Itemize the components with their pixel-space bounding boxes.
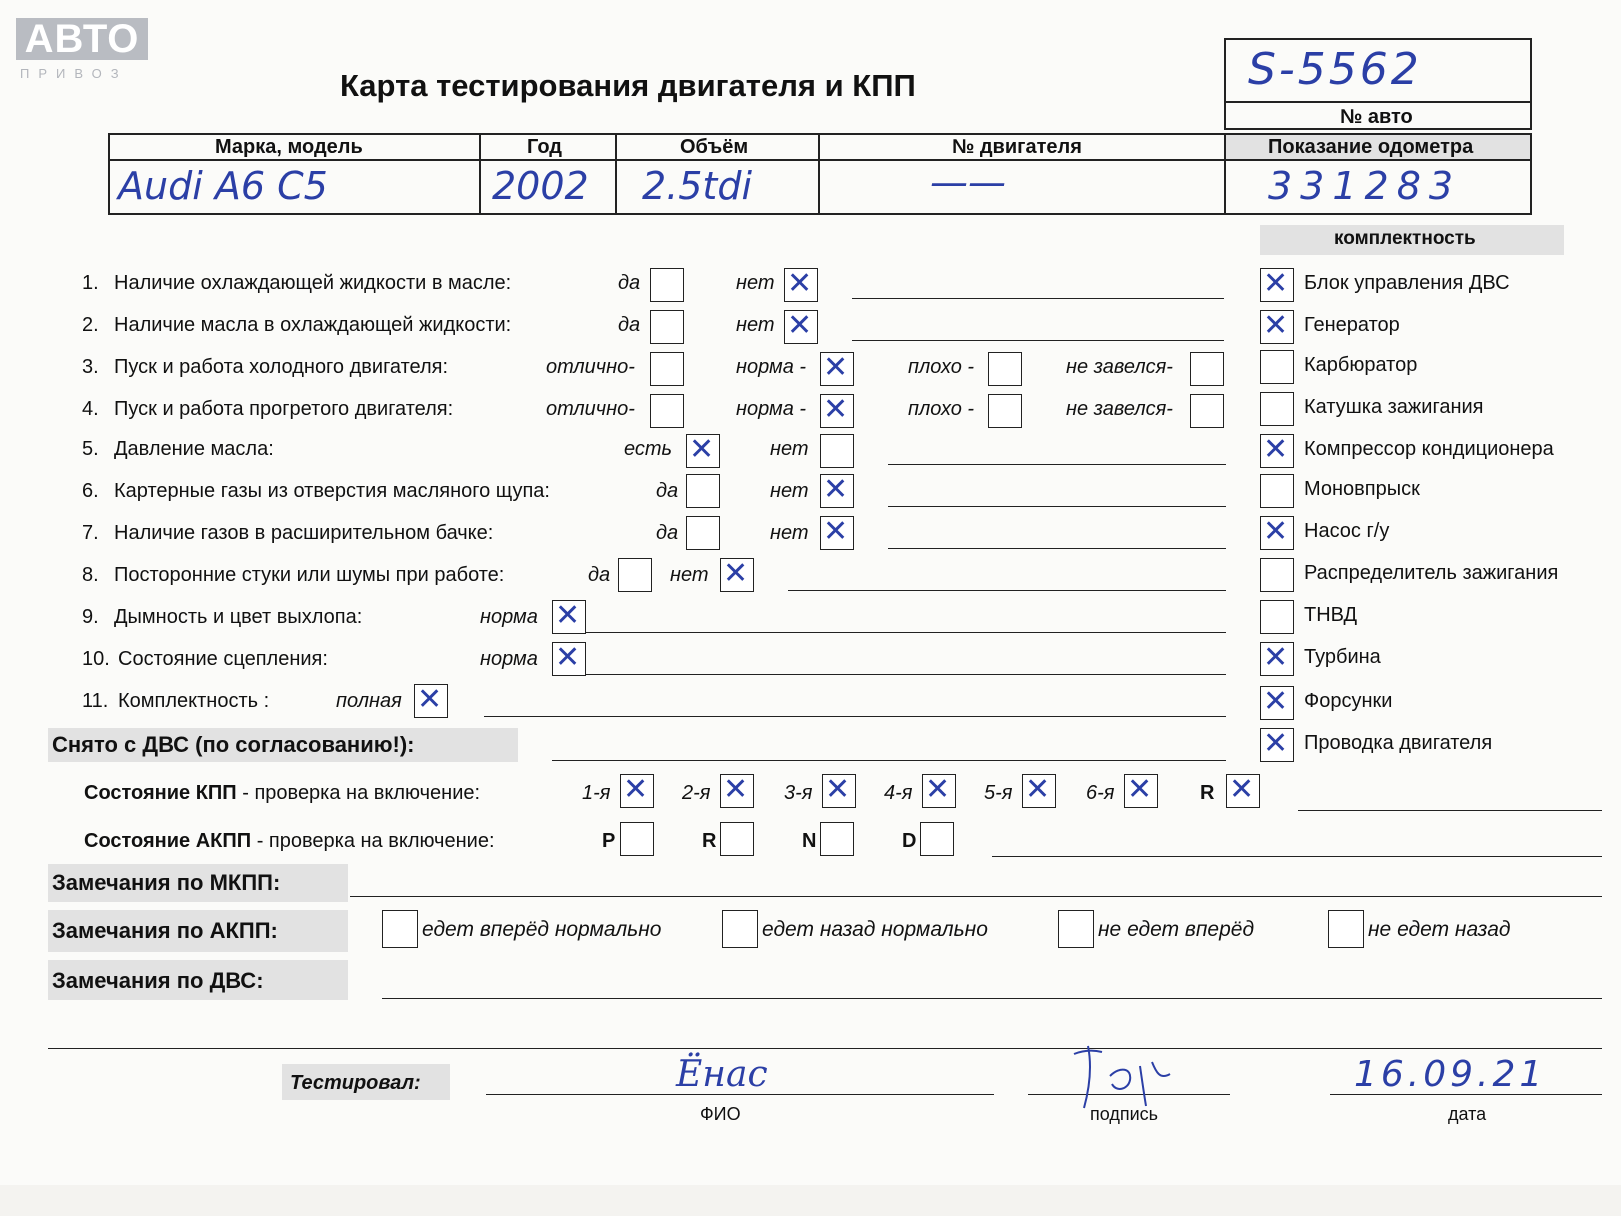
q7-no-checkbox[interactable] bbox=[820, 516, 854, 550]
page-title: Карта тестирования двигателя и КПП bbox=[340, 68, 916, 103]
dvs-remarks-label: Замечания по ДВС: bbox=[52, 968, 264, 993]
completeness-checkbox[interactable] bbox=[1260, 268, 1294, 302]
q8-no-checkbox[interactable] bbox=[720, 558, 754, 592]
q9-norm-checkbox[interactable] bbox=[552, 600, 586, 634]
question-text: Пуск и работа холодного двигателя: bbox=[114, 356, 449, 378]
odometer-label: Показание одометра bbox=[1268, 136, 1474, 158]
engine-label: № двигателя bbox=[952, 136, 1082, 158]
check-mark-icon: ✕ bbox=[1263, 432, 1289, 467]
kpp-gear-checkbox[interactable] bbox=[922, 774, 956, 808]
akpp-label-bold: Состояние АКПП bbox=[84, 830, 252, 852]
completeness-item-label: Блок управления ДВС bbox=[1304, 272, 1510, 294]
akpp-label bbox=[84, 830, 495, 853]
completeness-checkbox[interactable] bbox=[1260, 728, 1294, 762]
completeness-item-label: Генератор bbox=[1304, 314, 1400, 336]
check-mark-icon: ✕ bbox=[417, 682, 443, 717]
question-number: 5. bbox=[82, 438, 99, 460]
question-number: 6. bbox=[82, 480, 99, 502]
question-number: 1. bbox=[82, 272, 99, 294]
q1-no-checkbox[interactable] bbox=[784, 268, 818, 302]
q2-note-line[interactable] bbox=[852, 340, 1224, 341]
question-text: Наличие охлаждающей жидкости в масле: bbox=[114, 272, 512, 294]
q10-norm-checkbox[interactable] bbox=[552, 642, 586, 676]
q4-bad-checkbox[interactable] bbox=[988, 394, 1022, 428]
logo-text: АВТО bbox=[24, 17, 140, 61]
q1-no-label: нет bbox=[736, 272, 775, 294]
q4-not-started-label: не завелся- bbox=[1066, 398, 1173, 420]
brand-label: Марка, модель bbox=[215, 136, 363, 158]
kpp-gear-label: 1-я bbox=[582, 782, 611, 804]
q5-present-label: есть bbox=[624, 438, 673, 460]
q2-no-label: нет bbox=[736, 314, 775, 336]
check-mark-icon: ✕ bbox=[1263, 684, 1289, 719]
akpp-no-backward-checkbox[interactable] bbox=[1328, 910, 1364, 948]
q7-note-line[interactable] bbox=[888, 548, 1226, 549]
check-mark-icon: ✕ bbox=[1263, 640, 1289, 675]
akpp-remarks-label: Замечания по АКПП: bbox=[52, 918, 278, 943]
q11-full-label: полная bbox=[336, 690, 402, 712]
q4-normal-checkbox[interactable] bbox=[820, 394, 854, 428]
question-text: Состояние сцепления: bbox=[118, 648, 328, 670]
divider bbox=[818, 133, 820, 215]
akpp-mode-checkbox[interactable] bbox=[620, 822, 654, 856]
check-mark-icon: ✕ bbox=[555, 640, 581, 675]
date-label: дата bbox=[1448, 1104, 1487, 1124]
question-number: 7. bbox=[82, 522, 99, 544]
check-mark-icon: ✕ bbox=[1025, 772, 1051, 807]
check-mark-icon: ✕ bbox=[823, 350, 849, 385]
q2-yes-label: да bbox=[618, 314, 641, 336]
kpp-gear-label: 2-я bbox=[682, 782, 711, 804]
dvs-remarks-line-2[interactable] bbox=[48, 1048, 1602, 1049]
akpp-mode-checkbox[interactable] bbox=[920, 822, 954, 856]
divider bbox=[1224, 101, 1532, 103]
logo-subtitle: ПРИВОЗ bbox=[20, 66, 128, 81]
check-mark-icon: ✕ bbox=[723, 772, 749, 807]
q8-yes-label: да bbox=[588, 564, 611, 586]
kpp-gear-checkbox[interactable] bbox=[822, 774, 856, 808]
q5-note-line[interactable] bbox=[888, 464, 1226, 465]
akpp-no-backward-label: не едет назад bbox=[1368, 918, 1511, 941]
q9-norm-label: норма bbox=[480, 606, 538, 628]
question-number: 4. bbox=[82, 398, 99, 420]
question-text: Дымность и цвет выхлопа: bbox=[114, 606, 363, 628]
logo bbox=[16, 18, 148, 60]
year-value: 2002 bbox=[492, 164, 589, 208]
question-text: Картерные газы из отверстия масляного щупа: bbox=[114, 480, 550, 502]
akpp-mode-label: P bbox=[602, 830, 616, 852]
q11-full-checkbox[interactable] bbox=[414, 684, 448, 718]
divider bbox=[1224, 133, 1226, 215]
q7-yes-label: да bbox=[656, 522, 679, 544]
check-mark-icon: ✕ bbox=[1127, 772, 1153, 807]
volume-value: 2.5tdi bbox=[642, 164, 753, 208]
q3-not-started-label: не завелся- bbox=[1066, 356, 1173, 378]
completeness-item-label: Форсунки bbox=[1304, 690, 1393, 712]
q8-yes-checkbox[interactable] bbox=[618, 558, 652, 592]
question-text: Наличие газов в расширительном бачке: bbox=[114, 522, 494, 544]
q8-note-line[interactable] bbox=[788, 590, 1226, 591]
removed-note-line[interactable] bbox=[552, 760, 1226, 761]
akpp-mode-label: D bbox=[902, 830, 917, 852]
kpp-label bbox=[84, 782, 480, 805]
name-value: Ёнас bbox=[676, 1054, 768, 1095]
completeness-checkbox[interactable] bbox=[1260, 642, 1294, 676]
removed-label: Снято с ДВС (по согласованию!): bbox=[52, 732, 415, 757]
completeness-checkbox[interactable] bbox=[1260, 392, 1294, 426]
q1-note-line[interactable] bbox=[852, 298, 1224, 299]
question-text: Давление масла: bbox=[114, 438, 274, 460]
question-text: Пуск и работа прогретого двигателя: bbox=[114, 398, 454, 420]
akpp-note-line[interactable] bbox=[992, 856, 1602, 857]
q6-no-label: нет bbox=[770, 480, 809, 502]
akpp-forward-ok-label: едет вперёд нормально bbox=[422, 918, 662, 941]
check-mark-icon: ✕ bbox=[623, 772, 649, 807]
completeness-checkbox[interactable] bbox=[1260, 310, 1294, 344]
completeness-item-label: ТНВД bbox=[1304, 604, 1358, 626]
check-mark-icon: ✕ bbox=[689, 432, 715, 467]
q4-normal-label: норма - bbox=[736, 398, 807, 420]
question-number: 10. bbox=[82, 648, 110, 670]
completeness-item-label: Насос г/у bbox=[1304, 520, 1390, 542]
q11-note-line[interactable] bbox=[484, 716, 1226, 717]
check-mark-icon: ✕ bbox=[1263, 308, 1289, 343]
completeness-title: комплектность bbox=[1334, 228, 1476, 249]
kpp-label-bold: Состояние КПП bbox=[84, 782, 237, 804]
volume-label: Объём bbox=[680, 136, 749, 158]
akpp-mode-checkbox[interactable] bbox=[820, 822, 854, 856]
q2-yes-checkbox[interactable] bbox=[650, 310, 684, 344]
check-mark-icon: ✕ bbox=[787, 266, 813, 301]
question-text: Наличие масла в охлаждающей жидкости: bbox=[114, 314, 512, 336]
q3-normal-checkbox[interactable] bbox=[820, 352, 854, 386]
q4-excellent-checkbox[interactable] bbox=[650, 394, 684, 428]
dvs-remarks-line[interactable] bbox=[382, 998, 1602, 999]
auto-number-value: S-5562 bbox=[1248, 44, 1422, 95]
completeness-checkbox[interactable] bbox=[1260, 474, 1294, 508]
divider bbox=[108, 159, 1532, 161]
sign-label: подпись bbox=[1090, 1104, 1159, 1124]
kpp-gear-label: 6-я bbox=[1086, 782, 1115, 804]
check-mark-icon: ✕ bbox=[1263, 514, 1289, 549]
akpp-mode-label: N bbox=[802, 830, 817, 852]
q5-no-label: нет bbox=[770, 438, 809, 460]
check-mark-icon: ✕ bbox=[823, 472, 849, 507]
completeness-item-label: Проводка двигателя bbox=[1304, 732, 1493, 754]
completeness-item-label: Катушка зажигания bbox=[1304, 396, 1484, 418]
kpp-gear-label: 4-я bbox=[884, 782, 913, 804]
q10-norm-label: норма bbox=[480, 648, 538, 670]
kpp-note-line[interactable] bbox=[1298, 810, 1602, 811]
q1-yes-checkbox[interactable] bbox=[650, 268, 684, 302]
auto-number-label: № авто bbox=[1340, 106, 1413, 128]
kpp-label-rest: - проверка на включение: bbox=[236, 782, 481, 804]
completeness-item-label: Карбюратор bbox=[1304, 354, 1418, 376]
question-text: Комплектность : bbox=[118, 690, 270, 712]
tested-label: Тестировал: bbox=[290, 1072, 421, 1094]
question-number: 3. bbox=[82, 356, 99, 378]
year-label: Год bbox=[527, 136, 562, 158]
kpp-gear-checkbox[interactable] bbox=[1022, 774, 1056, 808]
check-mark-icon: ✕ bbox=[1263, 266, 1289, 301]
q6-yes-label: да bbox=[656, 480, 679, 502]
q3-normal-label: норма - bbox=[736, 356, 807, 378]
akpp-forward-ok-checkbox[interactable] bbox=[382, 910, 418, 948]
check-mark-icon: ✕ bbox=[925, 772, 951, 807]
akpp-mode-checkbox[interactable] bbox=[720, 822, 754, 856]
q7-no-label: нет bbox=[770, 522, 809, 544]
completeness-item-label: Моновпрыск bbox=[1304, 478, 1420, 500]
mkpp-remarks-line[interactable] bbox=[350, 896, 1602, 897]
divider bbox=[479, 133, 481, 215]
kpp-gear-checkbox[interactable] bbox=[720, 774, 754, 808]
question-number: 8. bbox=[82, 564, 99, 586]
completeness-item-label: Турбина bbox=[1304, 646, 1381, 668]
akpp-no-forward-checkbox[interactable] bbox=[1058, 910, 1094, 948]
completeness-checkbox[interactable] bbox=[1260, 516, 1294, 550]
kpp-gear-checkbox[interactable] bbox=[1124, 774, 1158, 808]
q4-bad-label: плохо - bbox=[908, 398, 975, 420]
question-text: Посторонние стуки или шумы при работе: bbox=[114, 564, 505, 586]
question-number: 11. bbox=[82, 690, 109, 712]
kpp-gear-checkbox[interactable] bbox=[620, 774, 654, 808]
completeness-checkbox[interactable] bbox=[1260, 558, 1294, 592]
check-mark-icon: ✕ bbox=[1263, 726, 1289, 761]
akpp-backward-ok-label: едет назад нормально bbox=[762, 918, 988, 941]
q7-yes-checkbox[interactable] bbox=[686, 516, 720, 550]
kpp-gear-checkbox[interactable] bbox=[1226, 774, 1260, 808]
completeness-checkbox[interactable] bbox=[1260, 686, 1294, 720]
completeness-item-label: Распределитель зажигания bbox=[1304, 562, 1559, 584]
mkpp-remarks-label: Замечания по МКПП: bbox=[52, 870, 281, 895]
odometer-value: 331283 bbox=[1268, 164, 1462, 208]
q3-bad-checkbox[interactable] bbox=[988, 352, 1022, 386]
q9-note-line[interactable] bbox=[586, 632, 1226, 633]
q6-note-line[interactable] bbox=[888, 506, 1226, 507]
akpp-backward-ok-checkbox[interactable] bbox=[722, 910, 758, 948]
check-mark-icon: ✕ bbox=[823, 392, 849, 427]
completeness-item-label: Компрессор кондиционера bbox=[1304, 438, 1554, 460]
divider bbox=[615, 133, 617, 215]
kpp-gear-label: R bbox=[1200, 782, 1215, 804]
date-value: 16.09.21 bbox=[1354, 1054, 1547, 1095]
name-label: ФИО bbox=[700, 1104, 741, 1124]
akpp-no-forward-label: не едет вперёд bbox=[1098, 918, 1255, 941]
q3-not-started-checkbox[interactable] bbox=[1190, 352, 1224, 386]
engine-value: —— bbox=[930, 160, 1006, 204]
q1-yes-label: да bbox=[618, 272, 641, 294]
check-mark-icon: ✕ bbox=[555, 598, 581, 633]
akpp-mode-label: R bbox=[702, 830, 717, 852]
check-mark-icon: ✕ bbox=[787, 308, 813, 343]
akpp-label-rest: - проверка на включение: bbox=[251, 830, 495, 852]
q5-present-checkbox[interactable] bbox=[686, 434, 720, 468]
q3-excellent-label: отлично- bbox=[546, 356, 635, 378]
q4-not-started-checkbox[interactable] bbox=[1190, 394, 1224, 428]
check-mark-icon: ✕ bbox=[1229, 772, 1255, 807]
brand-value: Audi A6 C5 bbox=[118, 164, 328, 208]
completeness-checkbox[interactable] bbox=[1260, 600, 1294, 634]
q10-note-line[interactable] bbox=[586, 674, 1226, 675]
check-mark-icon: ✕ bbox=[823, 514, 849, 549]
q2-no-checkbox[interactable] bbox=[784, 310, 818, 344]
kpp-gear-label: 5-я bbox=[984, 782, 1013, 804]
q6-yes-checkbox[interactable] bbox=[686, 474, 720, 508]
kpp-gear-label: 3-я bbox=[784, 782, 813, 804]
check-mark-icon: ✕ bbox=[825, 772, 851, 807]
q6-no-checkbox[interactable] bbox=[820, 474, 854, 508]
q8-no-label: нет bbox=[670, 564, 709, 586]
question-number: 2. bbox=[82, 314, 99, 336]
check-mark-icon: ✕ bbox=[723, 556, 749, 591]
completeness-checkbox[interactable] bbox=[1260, 350, 1294, 384]
q4-excellent-label: отлично- bbox=[546, 398, 635, 420]
completeness-checkbox[interactable] bbox=[1260, 434, 1294, 468]
q5-no-checkbox[interactable] bbox=[820, 434, 854, 468]
question-number: 9. bbox=[82, 606, 99, 628]
q3-excellent-checkbox[interactable] bbox=[650, 352, 684, 386]
q3-bad-label: плохо - bbox=[908, 356, 975, 378]
